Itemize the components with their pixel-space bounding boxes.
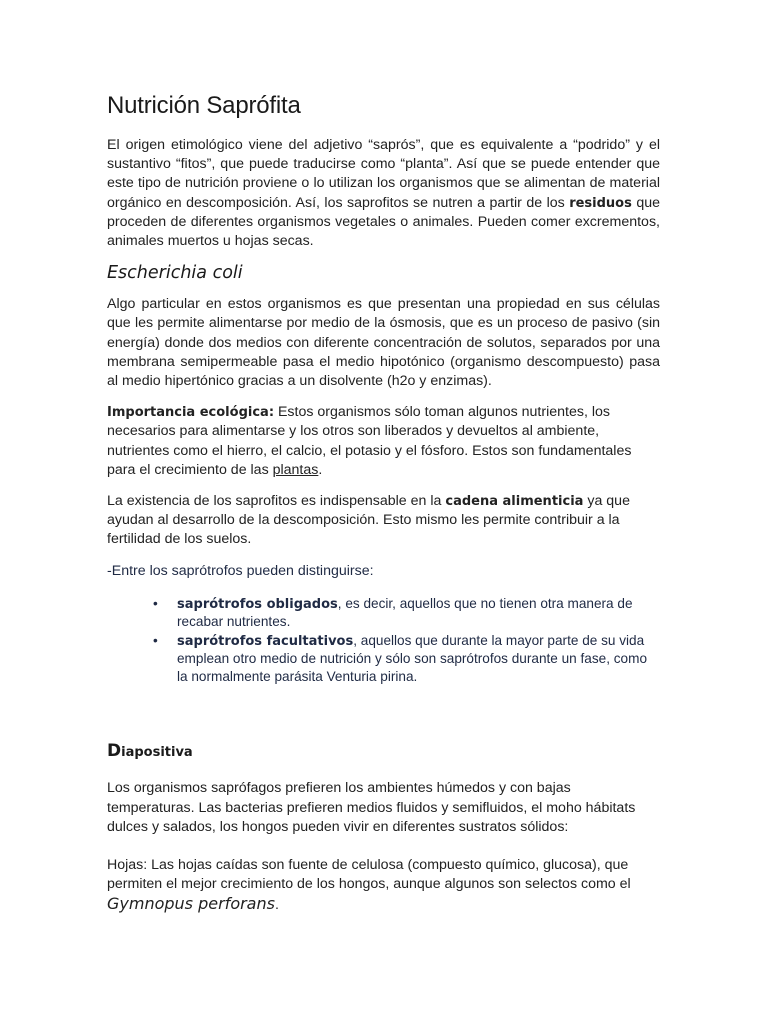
saprotrofos-list <box>107 595 660 686</box>
diapositiva-rest: iapositiva <box>121 745 193 761</box>
importance-label: Importancia ecológica: <box>107 405 275 421</box>
importance-text-1: Estos organismos sólo toman algunos nutrientes, los necesarios para alimentarse y los otros son liberados y devueltos al ambiente, nutrientes como el hierro, el calcio, el potasio y el fósforo. Estos son fundamentales para el crecimiento de las <box>107 404 632 478</box>
list-item <box>153 632 660 686</box>
intro-text-2: que proceden de diferentes organismos vegetales o animales. Pueden comer excrementos, animales muertos u hojas secas. <box>107 194 660 250</box>
list-item-text: , es decir, aquellos que no tienen otra manera de recabar nutrientes. <box>177 595 633 630</box>
list-item-text: , aquellos que durante la mayor parte de su vida emplean otro medio de nutrición y sólo son saprótrofos durante un fase, como la normalmente parásita Venturia pirina. <box>177 632 648 684</box>
osmosis-paragraph: Algo particular en estos organismos es que presentan una propiedad en sus células que les permite alimentarse por medio de la ósmosis, que es un proceso de pasivo (sin energía) donde dos medios con diferente concentración de solutos, separados por una membrana semipermeable pasa el medio hipotónico (organismo descompuesto) pasa al medio hipertónico gracias a un disolvente (h2o y enzimas). <box>107 296 660 390</box>
importance-paragraph <box>107 403 660 480</box>
intro-bold-residuos: residuos <box>569 195 632 211</box>
leaves-paragraph <box>107 856 660 916</box>
bullet-icon: • <box>153 595 158 611</box>
intro-paragraph <box>107 136 660 251</box>
chain-text-2: ya que ayudan al desarrollo de la descomposición. Esto mismo les permite contribuir a la fertilidad de los suelos. <box>107 493 630 548</box>
leaves-text: Hojas: Las hojas caídas son fuente de celulosa (compuesto químico, glucosa), que permiten el mejor crecimiento de los hongos, aunque algunos son selectos como el <box>107 856 631 893</box>
chain-paragraph <box>107 492 660 550</box>
chain-text-1: La existencia de los saprofitos es indispensable en la <box>107 493 446 510</box>
diapositiva-initial: D <box>107 741 122 762</box>
species-name: Gymnopus perforans <box>107 894 275 914</box>
leaves-end: . <box>274 897 279 914</box>
importance-text-2: . <box>318 461 323 478</box>
humid-paragraph: Los organismos saprófagos prefieren los ambientes húmedos y con bajas temperaturas. Las bacterias prefieren medios fluidos y semifluidos, el moho hábitats dulces y salados, los hongos pueden vivir en diferentes sustratos sólidos: <box>107 780 636 835</box>
chain-bold: cadena alimenticia <box>445 494 584 510</box>
diapositiva-heading <box>107 741 660 761</box>
subheading-escherichia: Escherichia coli <box>107 263 243 284</box>
distinguish-intro: -Entre los saprótrofos pueden distinguirse: <box>107 562 374 579</box>
document-content <box>107 92 660 916</box>
bullet-icon: • <box>153 632 158 648</box>
page-title: Nutrición Saprófita <box>107 92 301 119</box>
list-item-bold: saprótrofos facultativos <box>177 633 354 649</box>
list-item-bold: saprótrofos obligados <box>177 596 338 612</box>
plantas-link[interactable]: plantas <box>272 461 319 478</box>
intro-text-1: El origen etimológico viene del adjetivo “saprós”, que es equivalente a “podrido” y el sustantivo “fitos”, que puede traducirse como “planta”. Así que se puede entender que este tipo de nutrición proviene o lo utilizan los organismos que se alimentan de material orgánico en descomposición. Así, los saprofitos se nutren a partir de los <box>107 137 660 211</box>
list-item <box>153 595 660 631</box>
